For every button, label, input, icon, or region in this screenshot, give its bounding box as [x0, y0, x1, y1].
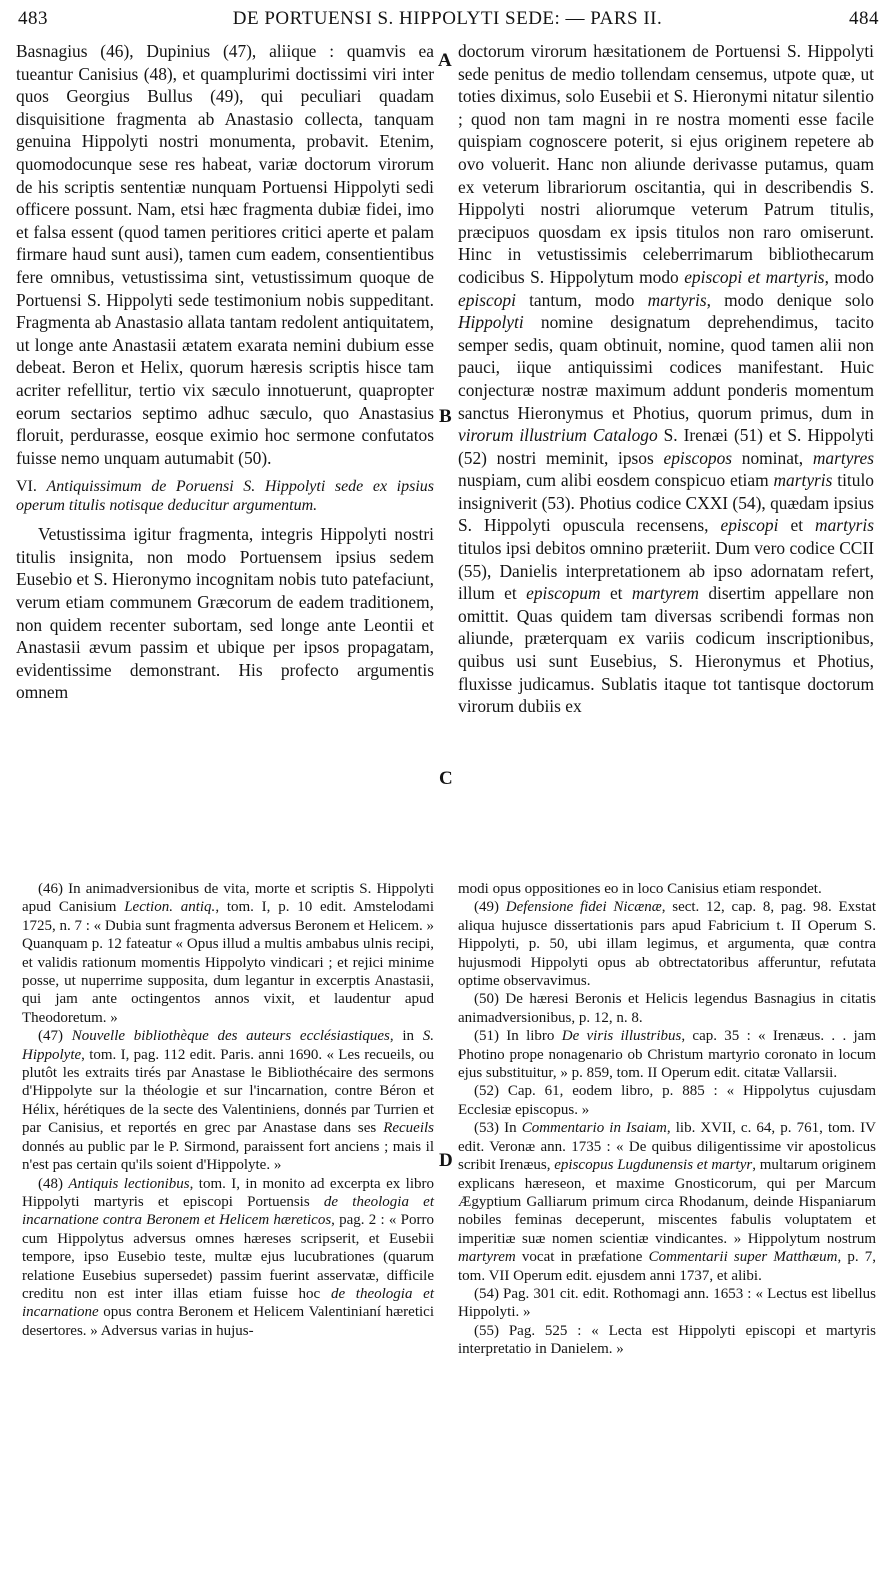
- footnote-54: (54) Pag. 301 cit. edit. Rothomagi ann. 1653 : « Lectus est libellus Hippolyti. »: [458, 1285, 876, 1321]
- footnote-52: (52) Cap. 61, eodem libro, p. 885 : « Hippolytus cujusdam Ecclesiæ episcopus. »: [458, 1083, 876, 1118]
- footnote-53: (53) In Commentario in Isaiam, lib. XVII, c. 64, p. 761, tom. IV edit. Veronæ ann. 1735 : « De quibus diligentissime vir apostolicus scribit Irenæus, episcopus Lugdunensis et martyr, multarum originem explicans hæreseon, et maxime Gnosticorum, qui per Marcum Ægyptium Galliarum primum circa Rhodanum, deinde Hispaniarum nobiles feminas deceperunt, miscentes fabulis voluptatem et imperitiæ suæ nomen scientiæ vindicantes. » Hippolytum nostrum martyrem vocat in præfatione Commentarii super Matthæum, p. 7, tom. VII Operum edit. ejusdem anni 1737, et alibi.: [458, 1120, 876, 1284]
- left-paragraph-2: Vetustissima igitur fragmenta, integris Hippolyti nostri titulis insignita, non modo Portuensem ipsius sedem Eusebio et S. Hieronymo incognitam nobis tuto patefaciunt, verum etiam communem Græcorum de eadem traditionem, non quidem recenter subortam, sed longe ante Leontii et Anastasii ævum passim et ubique per ipsos propagatam, evidentissime demonstrant. His profecto argumentis omnem: [16, 524, 434, 703]
- page-number-right: 484: [849, 8, 879, 29]
- margin-marker-c: C: [439, 768, 453, 789]
- left-footnotes: [22, 880, 434, 1340]
- footnote-46: (46) In animadversionibus de vita, morte et scriptis S. Hippolyti apud Canisium Lection. antiq., tom. I, p. 10 edit. Amstelodami 1725, n. 7 : « Dubia sunt fragmenta adversus Beronem et Helicem. » Quanquam p. 12 fateatur « Opus illud a multis ambabus ulnis recipi, et validis rationum momentis Hippolyto vindicari ; et rejici minime posse, ut nuperrime supposita, dum legantur in excerptis Anastasii, qui jam ante octingentos annos vixit, et laudentur apud Theodoretum. »: [22, 881, 434, 1026]
- right-footnotes: [458, 880, 876, 1359]
- footnote-49: (49) Defensione fidei Nicænæ, sect. 12, cap. 8, pag. 98. Exstat aliqua hujusce dissertationis pars apud Fabricium t. II Operum S. Hippolyti, p. 50, ubi illam legimus, et argumenta, quæ contra hujusmodi Hippolyti opus ab obtrectatoribus afferuntur, refutata optime observavimus.: [458, 899, 876, 990]
- section-number: VI.: [16, 478, 37, 496]
- footnote-48-continued: modi opus oppositiones eo in loco Canisius etiam respondet.: [458, 881, 822, 897]
- footnote-51: (51) In libro De viris illustribus, cap. 35 : « Irenæus. . . jam Photino prope nonagenario ob Christum martyrio coronato in locum ejus substituitur, » p. 859, tom. II Operum edit. citatæ Vallarsii.: [458, 1028, 876, 1082]
- section-heading: [16, 477, 434, 515]
- left-paragraph-1: Basnagius (46), Dupinius (47), aliique : quamvis ea tueantur Canisius (48), et quamplurimi doctissimi viri inter quos Georgius Bullus (49), qui peculiari quadam disquisitione fragmenta ab Anastasio collecta, tanquam genuina Hippolyti nostri monumenta, probavit. Etenim, quomodocunque sese res habeat, variæ doctorum virorum de his scriptis sententiæ nunquam Portuensi Hippolyti sedi officere possunt. Nam, etsi hæc fragmenta dubiæ fidei, imo et falsa essent (quod tamen peritiores critici aperte et palam firmare haud sunt ausi), tamen cum eadem, consentientibus fere omnibus, vetustissima sint, vetustissimum quoque de Portuensi S. Hippolyti sede testimonium nobis suppeditant. Fragmenta ab Anastasio allata tantam redolent antiquitatem, ut longe ante Anastasii ætatem exarata nemini dubium esse debeat. Beron et Helix, quorum hæresis scriptis hisce tam acriter refellitur, tertio vix sæculo innotuerunt, quapropter eorum sectarios septimo adhuc sæculo, quo Anastasius floruit, perdurasse, eosque eximio hoc sermone confutatos fuisse nemo unquam autumabit (50).: [16, 41, 434, 468]
- running-header: [12, 6, 883, 32]
- margin-marker-a: A: [438, 50, 452, 71]
- margin-marker-b: B: [439, 406, 452, 427]
- footnote-50: (50) De hæresi Beronis et Helicis legendus Basnagius in citatis animadversionibus, p. 12, n. 8.: [458, 991, 876, 1026]
- footnote-55: (55) Pag. 525 : « Lecta est Hippolyti episcopi et martyris interpretatio in Danielem. »: [458, 1322, 876, 1358]
- right-text-column: [458, 40, 874, 718]
- running-title: DE PORTUENSI S. HIPPOLYTI SEDE: — PARS II.: [232, 8, 663, 29]
- right-paragraph: doctorum virorum hæsitationem de Portuensi S. Hippolyti sede penitus de medio tollendam censemus, utpote quæ, ut toties diximus, solo Eusebii et S. Hieronymi nitatur silentio ; quod non tam magni in re nostra momenti esse facile quispiam cognoscere poterit, si ejus originem repetere ab ovo voluerit. Hanc non aliunde derivasse putamus, quam ex veterum librariorum oscitantia, qui in describendis S. Hippolyti nostri aliorumque veterum Patrum titulis, præcipuos quosdam ex ipsis titulos non raro omiserunt. Hinc in vetustissimis celeberrimarum bibliothecarum codicibus S. Hippolytum modo episcopi et martyris, modo episcopi tantum, modo martyris, modo denique solo Hippolyti nomine designatum deprehendimus, tacito semper sedis, quam obtinuit, nomine, quod tamen alii non pauci, iique antiquissimi codices manifestant. Huic conjecturæ nostræ maximum addunt ponderis momentum sanctus Hieronymus et Photius, quorum primus, dum in virorum illustrium Catalogo S. Irenæi (51) et S. Hippolyti (52) nostri meminit, ipsos episcopos nominat, martyres nuspiam, cum alibi eosdem conspicuo etiam martyris titulo insigniverit (53). Photius codice CXXI (54), quædam ipsius S. Hippolyti opuscula recensens, episcopi et martyris titulos ipsi debitos omnino præteriit. Dum vero codice CCII (55), Danielis interpretationem ab ipso adornatam refert, illum et episcopum et martyrem disertim appellare non omittit. Quas quidem tam diversas scribendi formas non aliunde, præterquam ex variis codicum inscriptionibus, quibus usi sunt Eusebius, S. Hieronymus et Photius, fluxisse judicamus. Sublatis itaque tot tantisque doctorum virorum dubiis ex: [458, 41, 875, 717]
- page-number-left: 483: [18, 8, 48, 29]
- margin-marker-d: D: [439, 1150, 453, 1171]
- footnote-48: (48) Antiquis lectionibus, tom. I, in monito ad excerpta ex libro Hippolyti martyris et episcopi Portuensis de theologia et incarnatione contra Beronem et Helicem hæreticos, pag. 2 : « Porro cum Hippolytus adversus omnes hæreses scripserit, et Eusebii tempore, ipso Eusebio teste, multæ ejus lucubrationes (quarum relatione Eusebius supersedet) passim fuerint asservatæ, difficile creditu non est inter illas etiam fuisse hoc de theologia et incarnatione opus contra Beronem et Helicem Valentinianí hæretici desertores. » Adversus varias in hujus-: [22, 1175, 434, 1339]
- left-text-column: [16, 40, 434, 704]
- section-title: Antiquissimum de Poruensi S. Hippolyti sede ex ipsius operum titulis notisque deducitur argumentum.: [16, 478, 435, 515]
- footnote-47: (47) Nouvelle bibliothèque des auteurs ecclésiastiques, in S. Hippolyte, tom. I, pag. 112 edit. Paris. anni 1690. « Les recueils, ou plutôt les extraits tirés par Anastase le Bibliothécaire des sermons d'Hippolyte sur la théologie et sur l'incarnation, contre Béron et Hélix, hérétiques de la secte des Valentiniens, donnés par Turrien et par Canisius, et reportés en grec par Anastase dans ses Recueils donnés au public par le P. Sirmond, paraissent fort anciens ; mais il n'est pas certain qu'ils soient d'Hippolyte. »: [22, 1028, 435, 1174]
